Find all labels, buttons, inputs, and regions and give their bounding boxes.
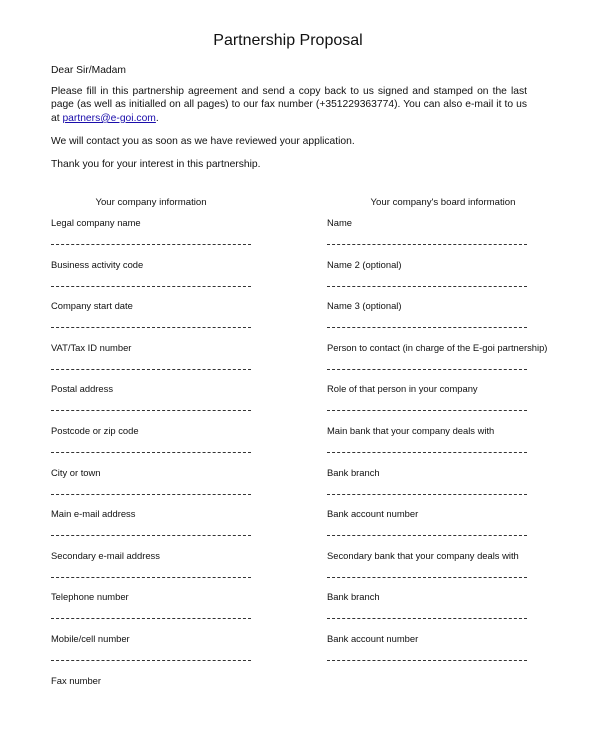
contact-note: We will contact you as soon as we have reviewed your application. [51, 136, 355, 147]
board-field-input-line[interactable] [327, 327, 527, 328]
company-field-label: Business activity code [51, 258, 144, 270]
company-field-input-line[interactable] [51, 286, 251, 287]
company-field-input-line[interactable] [51, 618, 251, 619]
company-field-input-line[interactable] [51, 327, 251, 328]
company-field-label: Fax number [51, 674, 102, 686]
company-field-label: Secondary e-mail address [51, 549, 160, 561]
board-field-input-line[interactable] [327, 535, 527, 536]
company-field-input-line[interactable] [51, 244, 251, 245]
company-field-label: Telephone number [51, 591, 129, 603]
company-field-label: Mobile/cell number [51, 633, 130, 644]
board-field-label: Name 2 (optional) [327, 258, 402, 270]
intro-paragraph [51, 85, 527, 125]
company-field-label: Postal address [51, 383, 114, 395]
company-field-input-line[interactable] [51, 535, 251, 536]
company-field-input-line[interactable] [51, 577, 251, 578]
board-field-label: Bank account number [327, 508, 419, 520]
intro-end: . [155, 112, 159, 124]
company-field-label: Main e-mail address [51, 508, 136, 520]
right-column-heading: Your company's board information [370, 197, 516, 208]
board-field-input-line[interactable] [327, 244, 527, 245]
board-field-label: Main bank that your company deals with [327, 425, 495, 436]
company-field-input-line[interactable] [51, 369, 251, 370]
board-field-label: Bank branch [327, 591, 380, 603]
board-field-label: Bank branch [327, 466, 380, 478]
company-field-input-line[interactable] [51, 410, 251, 411]
board-field-label: Secondary bank that your company deals with [327, 549, 519, 561]
board-field-input-line[interactable] [327, 577, 527, 578]
intro-text: Please fill in this partnership agreement and send a copy back to us signed and stamped on the last page (as well as initialled on all pages) to our fax number (+351229363774). You can also e-mail it to us at [51, 86, 527, 124]
board-field-input-line[interactable] [327, 452, 527, 453]
company-field-input-line[interactable] [51, 494, 251, 495]
page-title: Partnership Proposal [213, 32, 363, 49]
board-field-input-line[interactable] [327, 660, 527, 661]
company-field-input-line[interactable] [51, 660, 251, 661]
greeting: Dear Sir/Madam [51, 65, 126, 76]
board-field-input-line[interactable] [327, 618, 527, 619]
company-field-label: VAT/Tax ID number [51, 341, 132, 353]
left-column-heading: Your company information [95, 197, 207, 208]
board-field-label: Role of that person in your company [327, 383, 478, 395]
board-field-label: Name [327, 217, 353, 228]
board-field-input-line[interactable] [327, 410, 527, 411]
company-field-label: Legal company name [51, 217, 141, 228]
board-field-label: Person to contact (in charge of the E-goi partnership) [327, 341, 548, 353]
board-field-label: Bank account number [327, 633, 419, 644]
company-field-input-line[interactable] [51, 452, 251, 453]
board-field-input-line[interactable] [327, 369, 527, 370]
company-field-label: Postcode or zip code [51, 425, 139, 436]
thanks-note: Thank you for your interest in this partnership. [51, 159, 261, 170]
company-field-label: Company start date [51, 300, 133, 312]
board-field-label: Name 3 (optional) [327, 300, 402, 312]
board-field-input-line[interactable] [327, 494, 527, 495]
partners-email-link[interactable]: partners@e-goi.com [62, 112, 156, 124]
board-field-input-line[interactable] [327, 286, 527, 287]
company-field-label: City or town [51, 466, 101, 478]
